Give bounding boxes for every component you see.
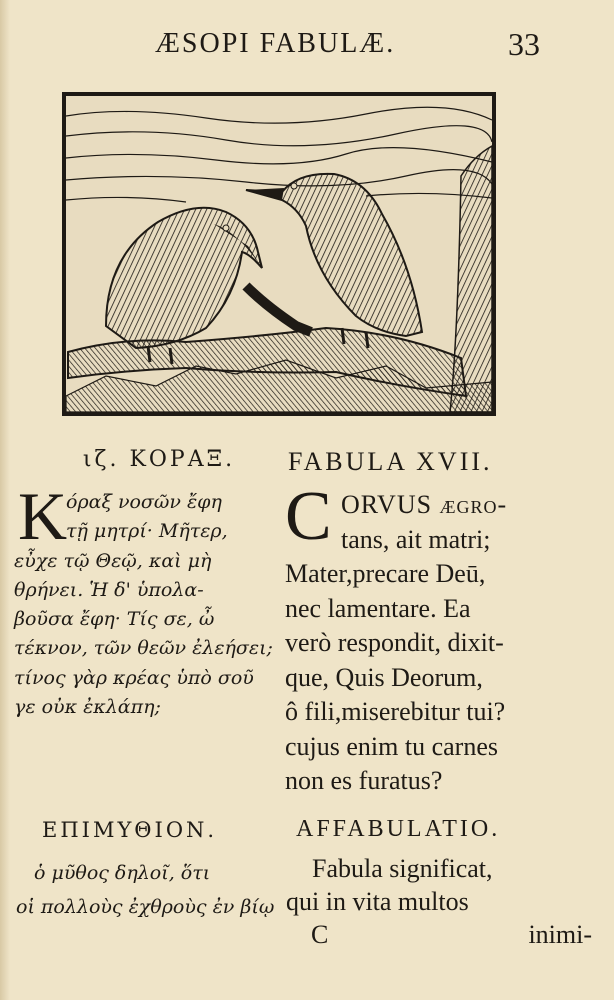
greek-line: τῇ μητρί· Μῆτερ, [66, 520, 228, 543]
greek-line: τίνος γὰρ κρέας ὑπὸ σοῦ [14, 666, 254, 689]
greek-fable-heading [14, 447, 280, 472]
greek-moral-text [16, 856, 286, 924]
greek-fable-text [14, 478, 282, 722]
greek-line: εὖχε τῷ Θεῷ, καὶ μὴ [14, 549, 212, 572]
woodcut-two-crows-icon [66, 96, 492, 412]
greek-line: γε οὐκ ἐκλάπη; [14, 696, 161, 719]
greek-moral-line: οἱ πολλοὺς ἐχθροὺς ἐν βίῳ [16, 896, 275, 918]
latin-fable-title: FABULA XVII. [288, 447, 493, 476]
catchword: inimi- [528, 920, 592, 949]
greek-moral-title: ΕΠΙΜΥΘΙΟΝ. [42, 818, 218, 842]
latin-drop-cap: C [285, 478, 332, 555]
latin-moral-line: Fabula significat, [312, 854, 493, 883]
latin-moral-line: qui in vita multos [286, 887, 469, 916]
page-gutter [0, 0, 10, 1000]
woodcut-illustration [62, 92, 496, 416]
greek-fable-title: ιζ. ΚΟΡΑΞ. [82, 447, 236, 472]
greek-line: όραξ νοσῶν ἔφη [66, 491, 222, 513]
latin-line: ô fili,miserebitur tui? [285, 697, 506, 726]
greek-drop-cap: Κ [18, 478, 68, 554]
page-footer-marks [286, 918, 602, 951]
latin-line: verò respondit, dixit- [285, 628, 504, 657]
sky-lines [66, 107, 492, 202]
latin-line: non es furatus? [285, 766, 443, 795]
page-number: 33 [508, 26, 540, 62]
latin-fable-text [285, 478, 601, 799]
running-title: ÆSOPI FABULÆ. [155, 28, 396, 59]
latin-line: tans, ait matri; [341, 524, 491, 554]
latin-line: cujus enim tu carnes [285, 731, 498, 761]
signature-mark: C [311, 920, 329, 949]
latin-moral-text [286, 852, 602, 951]
greek-line: θρήνει. Ἡ δ' ὑπολα- [14, 578, 204, 601]
latin-moral-title: AFFABULATIO. [296, 816, 501, 842]
latin-line: que, Quis Deorum, [285, 662, 483, 692]
greek-line: τέκνον, τῶν θεῶν ἐλεήσει; [14, 637, 273, 660]
latin-line: nec lamentare. Ea [285, 593, 471, 623]
greek-line: βοῦσα ἔφη· Τίς σε, ὦ [14, 608, 215, 631]
greek-moral-line: ὁ μῦθος δηλοῖ, ὅτι [34, 862, 211, 884]
latin-fable-heading [288, 447, 600, 477]
latin-line: ORVUS ægro- [341, 490, 508, 519]
latin-line: Mater,precare Deū, [285, 559, 486, 588]
